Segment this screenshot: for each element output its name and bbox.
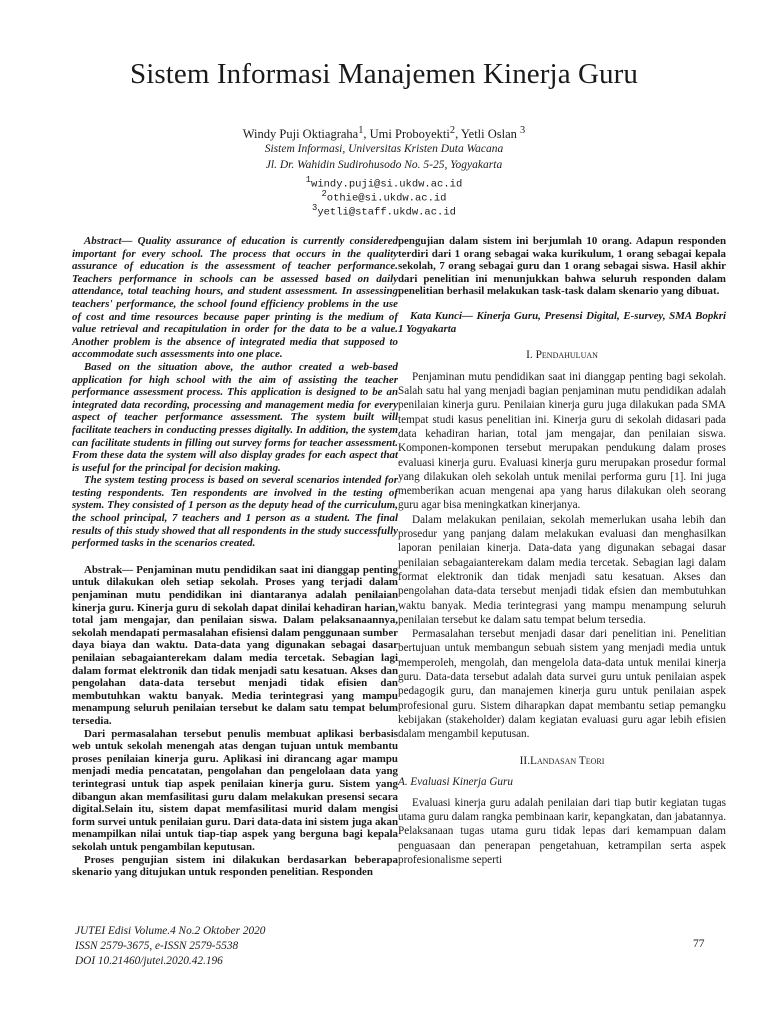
footer-doi: DOI 10.21460/jutei.2020.42.196 xyxy=(75,955,223,967)
abstract-id-p3a: Proses pengujian sistem ini dilakukan berdasarkan beberapa skenario yang ditujukan untuk responden penelitian. Responden xyxy=(72,853,398,879)
left-column xyxy=(72,235,398,879)
section-1-body xyxy=(398,370,726,742)
author-2-sup: 2 xyxy=(449,125,456,136)
affiliation-line-1: Sistem Informasi, Universitas Kristen Duta Wacana xyxy=(264,143,504,155)
section-2-p1: Evaluasi kinerja guru adalah penilaian dari tiap butir kegiatan tugas utama guru dalam rangka pembinaan karir, kepangkatan, dan jabatannya. Pelaksanaan tugas utama guru tidak lepas dari kemampuan dalam penguasaan dan penerapan pengetahuan, ketrampilan serta aspek profesionalisme seperti xyxy=(398,796,726,866)
section-1-heading xyxy=(398,349,726,362)
abstract-en-p2: Based on the situation above, the author created a web-based application for high school with the aim of assisting the teacher performance assessment process. This application is designed to be an integrated data recording, processing and management media for every aspect of teacher performance assessment. The system built will facilitate teachers in conducting presses digitally. In addition, the system can facilitate students in filling out survey forms for teacher assessment. From these data the system will also display grades for each aspect that is useful for the principal for decision making. xyxy=(72,360,398,474)
author-1: Windy Puji Oktiagraha xyxy=(242,127,359,142)
author-3: Yetli Oslan xyxy=(460,127,517,142)
abstract-indonesian-continued xyxy=(398,235,726,298)
right-column xyxy=(398,235,726,867)
affiliation-line-2: Jl. Dr. Wahidin Sudirohusodo No. 5-25, Yogyakarta xyxy=(265,159,503,171)
page-number: 77 xyxy=(693,938,705,950)
email-3-sup: 3 xyxy=(312,203,318,213)
section-1-p3: Permasalahan tersebut menjadi dasar dari penelitian ini. Penelitian bertujuan untuk membangun sebuah sistem yang menjadi media untuk memperoleh, mengolah, dan mengelola data-data untuk menilai kinerja guru. Data-data tersebut adalah data survei guru untuk penilaian aspek pedagogik guru, dan manajemen kinerja guru untuk penilaian aspek profesional guru. Sistem diharapkan dapat membantu setiap pemangku kebijakan (stakeholder) dalam kegiatan evaluasi guru agar lebih efisien dalam mengambil keputusan. xyxy=(398,628,726,741)
email-3-address: yetli@staff.ukdw.ac.id xyxy=(317,206,456,219)
abstract-id-p2: Dari permasalahan tersebut penulis membuat aplikasi berbasis web untuk sekolah menengah atas dengan tujuan untuk membantu proses penilaian kinerja guru. Aplikasi ini dirancang agar mampu menjadi media pencatatan, pengolahan dan pengelolaan data yang terintegrasi untuk tiap aspek penilaian kinerja guru. Sistem yang dibangun akan memfasilitasi guru dalam melakukan presensi secara digital.Selain itu, sistem dapat memfasilitasi murid dalam mengisi form survei untuk penilaian guru. Dari data-data ini sistem juga akan menampilkan nilai untuk tiap-tiap aspek yang berguna bagi kepala sekolah untuk pengambilan keputusan. xyxy=(72,727,398,853)
email-1-address: windy.puji@si.ukdw.ac.id xyxy=(311,178,463,191)
journal-footer xyxy=(75,924,265,969)
author-3-sup: 3 xyxy=(520,125,526,136)
keywords: Kata Kunci— Kinerja Guru, Presensi Digital, E-survey, SMA Bopkri 1 Yogyakarta xyxy=(398,309,726,335)
email-3 xyxy=(0,203,768,219)
author-2: Umi Proboyekti xyxy=(369,127,450,142)
section-2-title: Landasan Teori xyxy=(530,755,605,768)
paper-title: Sistem Informasi Manajemen Kinerja Guru xyxy=(129,58,639,90)
abstract-id-p3b: pengujian dalam sistem ini berjumlah 10 orang. Adapun responden terdiri dari 1 orang sebagai waka kurikulum, 1 orang sebagai kepala sekolah, 7 orang sebagai guru dan 1 orang sebagai siswa. Hasil akhir dari penelitian ini menunjukkan bahwa seluruh responden dalam penelitian berhasil melakukan task-task dalam skenario yang dibuat. xyxy=(398,235,726,298)
section-1-number: I. xyxy=(526,349,536,362)
abstract-en-p3: The system testing process is based on several scenarios intended for testing respondents. Ten respondents are involved in the testing of system. They consisted of 1 person as the deputy head of the curriculum, the school principal, 7 teachers and 1 person as a student. The final results of this study showed that all respondents in the study successfully performed tasks in the scenarios created. xyxy=(72,474,398,550)
section-1-p2: Dalam melakukan penilaian, sekolah memerlukan usaha lebih dan prosedur yang panjang dalam melakukan evaluasi dan menghasilkan laporan penilaian kinerja. Data-data yang digunakan sebagai dasar penilaian sebagaianterekam dalam media tercetak. Sebagian lagi dalam format elektronik dan tidak menjadi satu kesatuan. Akses dan pengolahan data-data tersebut menjadi tidak efsien dan membutuhkan waktu banyak. Media terintegrasi yang mampu menampung seluruh penilaian tersebut ke dalam satu tempat belum tersedia. xyxy=(398,513,726,626)
section-2-number: II. xyxy=(519,755,531,768)
footer-issn: ISSN 2579-3675, e-ISSN 2579-5538 xyxy=(75,940,239,952)
email-2-address: othie@si.ukdw.ac.id xyxy=(326,192,447,205)
subsection-a-heading: A. Evaluasi Kinerja Guru xyxy=(398,776,513,789)
abstract-english xyxy=(72,235,398,550)
abstract-en-p1: Abstract— Quality assurance of education is currently considered important for every school. The process that occurs in the quality assurance of education is the assessment of teacher performance. Teachers performance in schools can be assessed based on daily attendance, total teaching hours, and student assessment. In assessing teachers' performance, the school found efficiency problems in the use of cost and time resources because paper printing is the medium of value retrieval and recapitulation in order for the data to be a value. Another problem is the absence of integrated media that supposed to accommodate such assessments into one place. xyxy=(72,235,398,361)
abstract-indonesian xyxy=(72,564,398,879)
section-2-body xyxy=(398,796,726,867)
section-2-heading xyxy=(398,755,726,768)
author-1-sup: 1 xyxy=(358,125,364,136)
section-1-title: Pendahuluan xyxy=(535,349,598,362)
email-1-sup: 1 xyxy=(305,175,312,185)
email-2-sup: 2 xyxy=(321,189,327,199)
author-line: Windy Puji Oktiagraha$^1$, Umi Proboyekti$^2$, Yetli Oslan $^3$ xyxy=(242,125,526,142)
abstract-id-p1: Abstrak— Penjaminan mutu pendidikan saat ini dianggap penting untuk dilakukan oleh setiap sekolah. Proses yang terjadi dalam penjaminan mutu pendidikan ini diantaranya adalah penilaian kinerja guru. Kinerja guru di sekolah dapat dinilai kehadiran harian, total jam mengajar, dan penilaian siswa. Dalam pelaksanaannya, sekolah mendapati permasalahan efisiensi dalam penggunaan sumber daya biaya dan waktu. Data-data yang digunakan sebagai dasar penilaian sebagaianterekam dalam media tercetak. Sebagian lagi dalam format elektronik dan tidak menjadi satu kesatuan. Akses dan pengolahan data-data tersebut menjadi tidak efisien dan membutuhkan waktu banyak. Media terintegrasi yang mampu menampung seluruh penilaian tersebut ke dalam satu tempat belum tersedia. xyxy=(72,563,398,727)
section-1-p1: Penjaminan mutu pendidikan saat ini dianggap penting bagi sekolah. Salah satu hal yang menjadi bagian penjaminan mutu pendidikan adalah penilaian kinerja guru. Penilaian kinerja guru juga dilakukan pada SMA tempat studi kasus penelitian ini. Kinerja guru di sekolah didasari pada data kehadiran harian, total jam mengajar, dan penilaian siswa. Komponen-komponen tersebut merupakan pendukung dalam proses evaluasi kinerja guru. Evaluasi kinerja guru merupakan prosedur formal yang dilakukan oleh sekolah untuk menilai performa guru [1]. Ini juga memberikan acuan mengenai apa yang harus dilakukan oleh seorang guru agar bisa meningkatkan kinerjanya. xyxy=(398,370,726,512)
footer-journal: JUTEI Edisi Volume.4 No.2 Oktober 2020 xyxy=(75,925,266,937)
